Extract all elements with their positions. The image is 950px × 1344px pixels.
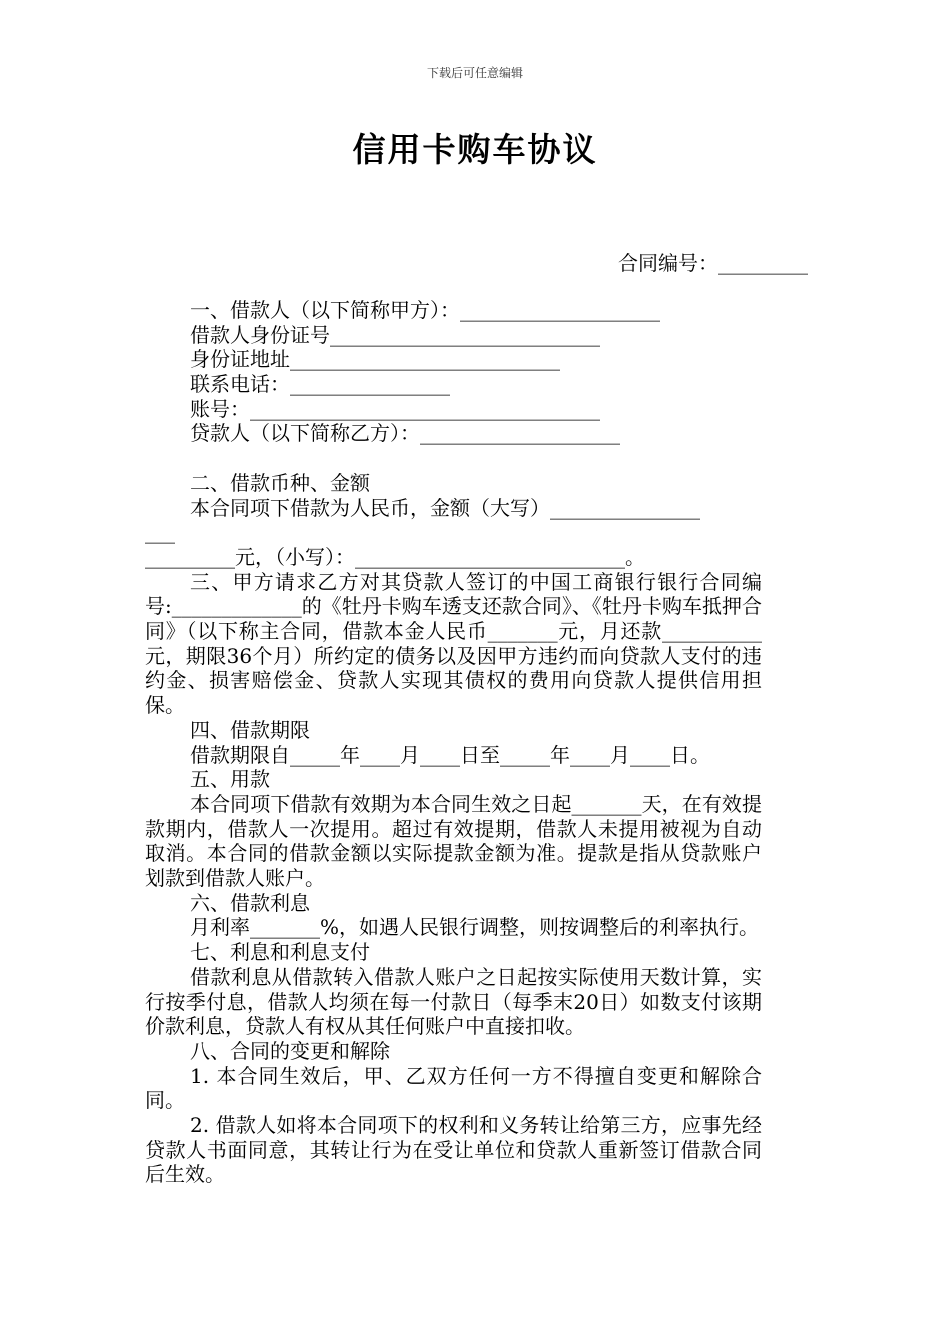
header-note: 下载后可任意编辑 <box>426 66 523 80</box>
borrower-line: 一、借款人（以下简称甲方）：____________________ <box>190 298 660 322</box>
section-8-item-2: 2. 借款人如将本合同项下的权利和义务转让给第三方，应事先经贷款人书面同意，其转让行为在受让单位和贷款人重新签订借款合同后生效。 <box>145 1113 762 1187</box>
section-7-heading: 七、利息和利息支付 <box>190 940 370 965</box>
id-number-line: 借款人身份证号___________________________ <box>190 322 600 347</box>
section-7-text: 借款利息从借款转入借款人账户之日起按实际使用天数计算，实行按季付息，借款人均须在每一付款日（每季末20日）如数支付该期价款利息，贷款人有权从其任何账户中直接扣收。 <box>145 964 762 1039</box>
section-4-heading: 四、借款期限 <box>190 717 310 742</box>
contract-number: 合同编号：_________ <box>618 251 808 275</box>
phone-line: 联系电话：________________ <box>190 372 450 397</box>
section-6-heading: 六、借款利息 <box>190 890 310 915</box>
document-title: 信用卡购车协议 <box>352 130 598 169</box>
section-2-amount-figure: _________元，（小写）：___________________________。 <box>145 544 645 569</box>
section-4-text: 借款期限自_____年____月____日至_____年____月____日。 <box>190 742 710 767</box>
section-2-heading: 二、借款币种、金额 <box>190 470 370 495</box>
lender-line: 贷款人（以下简称乙方）：____________________ <box>190 421 620 446</box>
section-8-heading: 八、合同的变更和解除 <box>190 1038 390 1063</box>
section-8-item-1: 1. 本合同生效后，甲、乙双方任何一方不得擅自变更和解除合同。 <box>145 1063 762 1113</box>
contract-body <box>145 298 762 1187</box>
section-5-heading: 五、用款 <box>190 767 270 792</box>
section-6-text: 月利率_______%，如遇人民银行调整，则按调整后的利率执行。 <box>190 915 760 940</box>
section-3-text: 三、甲方请求乙方对其贷款人签订的中国工商银行银行合同编号:_____________的《牡丹卡购车透支还款合同》、《牡丹卡购车抵押合同》（以下称主合同，借款本金人民币_______元，月还款__________元，期限36个月）所约定的债务以及因甲方违约而向贷款人支付的违约金、损害赔偿金、贷款人实现其债权的费用向贷款人提供信用担保。 <box>145 569 762 718</box>
section-2-amount-wrap: ___ <box>145 520 175 545</box>
id-address-line: 身份证地址___________________________ <box>190 347 560 372</box>
section-5-text: 本合同项下借款有效期为本合同生效之日起_______天，在有效提款期内，借款人一次提用。超过有效提期，借款人未提用被视为自动取消。本合同的借款金额以实际提款金额为准。提款是指从贷款账户划款到借款人账户。 <box>145 791 762 890</box>
account-line: 账号：___________________________________ <box>190 396 600 421</box>
section-2-amount-line: 本合同项下借款为人民币，金额（大写）_______________ <box>190 495 700 520</box>
spacer <box>145 446 762 471</box>
